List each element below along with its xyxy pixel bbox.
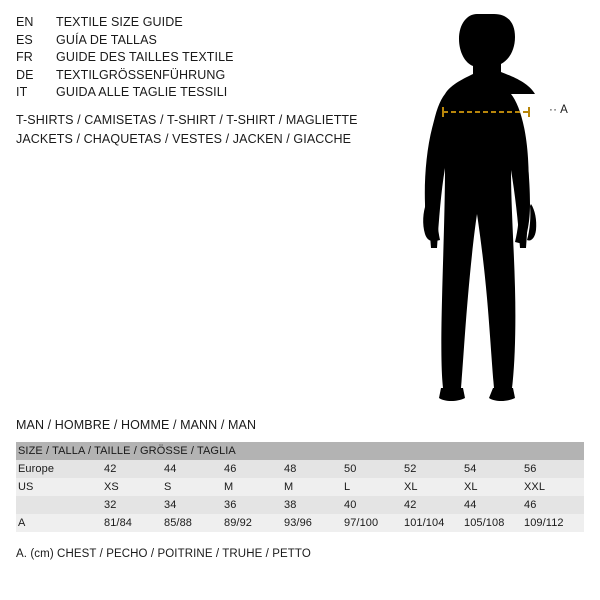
table-row (16, 478, 584, 496)
cell: M (224, 481, 234, 493)
cell: 44 (164, 463, 177, 475)
cell: 42 (104, 463, 117, 475)
cell: 36 (224, 499, 237, 511)
language-row (16, 84, 376, 102)
cell: 101/104 (404, 517, 445, 529)
language-title: GUÍA DE TALLAS (56, 32, 157, 47)
row-label (16, 496, 104, 514)
language-code: ES (16, 32, 33, 47)
cell: 85/88 (164, 517, 193, 529)
cell: 46 (224, 463, 237, 475)
language-code: FR (16, 50, 33, 64)
cell: XS (104, 481, 119, 493)
cell: 52 (404, 463, 417, 475)
cell: 44 (464, 499, 477, 511)
cell: XL (404, 481, 418, 493)
male-silhouette-figure (395, 8, 595, 408)
cell: M (284, 481, 294, 493)
cell: 81/84 (104, 517, 133, 529)
row-label: A (18, 517, 26, 529)
language-code: EN (16, 15, 34, 29)
table-row (16, 496, 584, 514)
measure-dots: ·· (549, 104, 558, 116)
cell: 40 (344, 499, 357, 511)
cell: 54 (464, 463, 477, 475)
cell: 34 (164, 499, 177, 511)
row-label: Europe (18, 463, 55, 475)
cell: 109/112 (524, 517, 564, 529)
cell: 38 (284, 499, 297, 511)
cell: XXL (524, 481, 546, 493)
language-row (16, 32, 376, 50)
cell: 89/92 (224, 517, 253, 529)
size-table (16, 442, 584, 532)
cell: 42 (404, 499, 417, 511)
cell: 46 (524, 499, 537, 511)
cell: 105/108 (464, 517, 505, 529)
category-tshirts: T-SHIRTS / CAMISETAS / T-SHIRT / T-SHIRT / MAGLIETTE (16, 113, 358, 127)
table-row (16, 514, 584, 532)
category-jackets: JACKETS / CHAQUETAS / VESTES / JACKEN / GIACCHE (16, 132, 352, 146)
cell: S (164, 481, 172, 493)
cell: 32 (104, 499, 117, 511)
language-code: DE (16, 67, 34, 82)
cell: 97/100 (344, 517, 379, 529)
language-title-block (16, 14, 376, 102)
measurement-footnote: A. (cm) CHEST / PECHO / POITRINE / TRUHE / PETTO (16, 548, 311, 560)
garment-category-block (16, 111, 416, 149)
language-title: TEXTILGRÖSSENFÜHRUNG (56, 67, 226, 82)
cell: 50 (344, 463, 357, 475)
cell: 48 (284, 463, 297, 475)
cell: 93/96 (284, 517, 313, 529)
language-row (16, 14, 376, 32)
table-row (16, 460, 584, 478)
table-header-label: SIZE / TALLA / TAILLE / GRÖSSE / TAGLIA (18, 445, 236, 457)
language-title: TEXTILE SIZE GUIDE (56, 15, 183, 29)
cell: 56 (524, 463, 537, 475)
language-code: IT (16, 85, 28, 99)
language-title: GUIDA ALLE TAGLIE TESSILI (56, 85, 228, 99)
chest-measure-label (549, 104, 568, 116)
language-row (16, 49, 376, 67)
language-title: GUIDE DES TAILLES TEXTILE (56, 50, 234, 64)
table-header-row (16, 442, 584, 460)
language-row (16, 67, 376, 85)
measure-letter: A (560, 104, 569, 116)
cell: XL (464, 481, 478, 493)
cell: L (344, 481, 351, 493)
gender-heading: MAN / HOMBRE / HOMME / MANN / MAN (16, 418, 257, 432)
row-label: US (18, 481, 34, 493)
